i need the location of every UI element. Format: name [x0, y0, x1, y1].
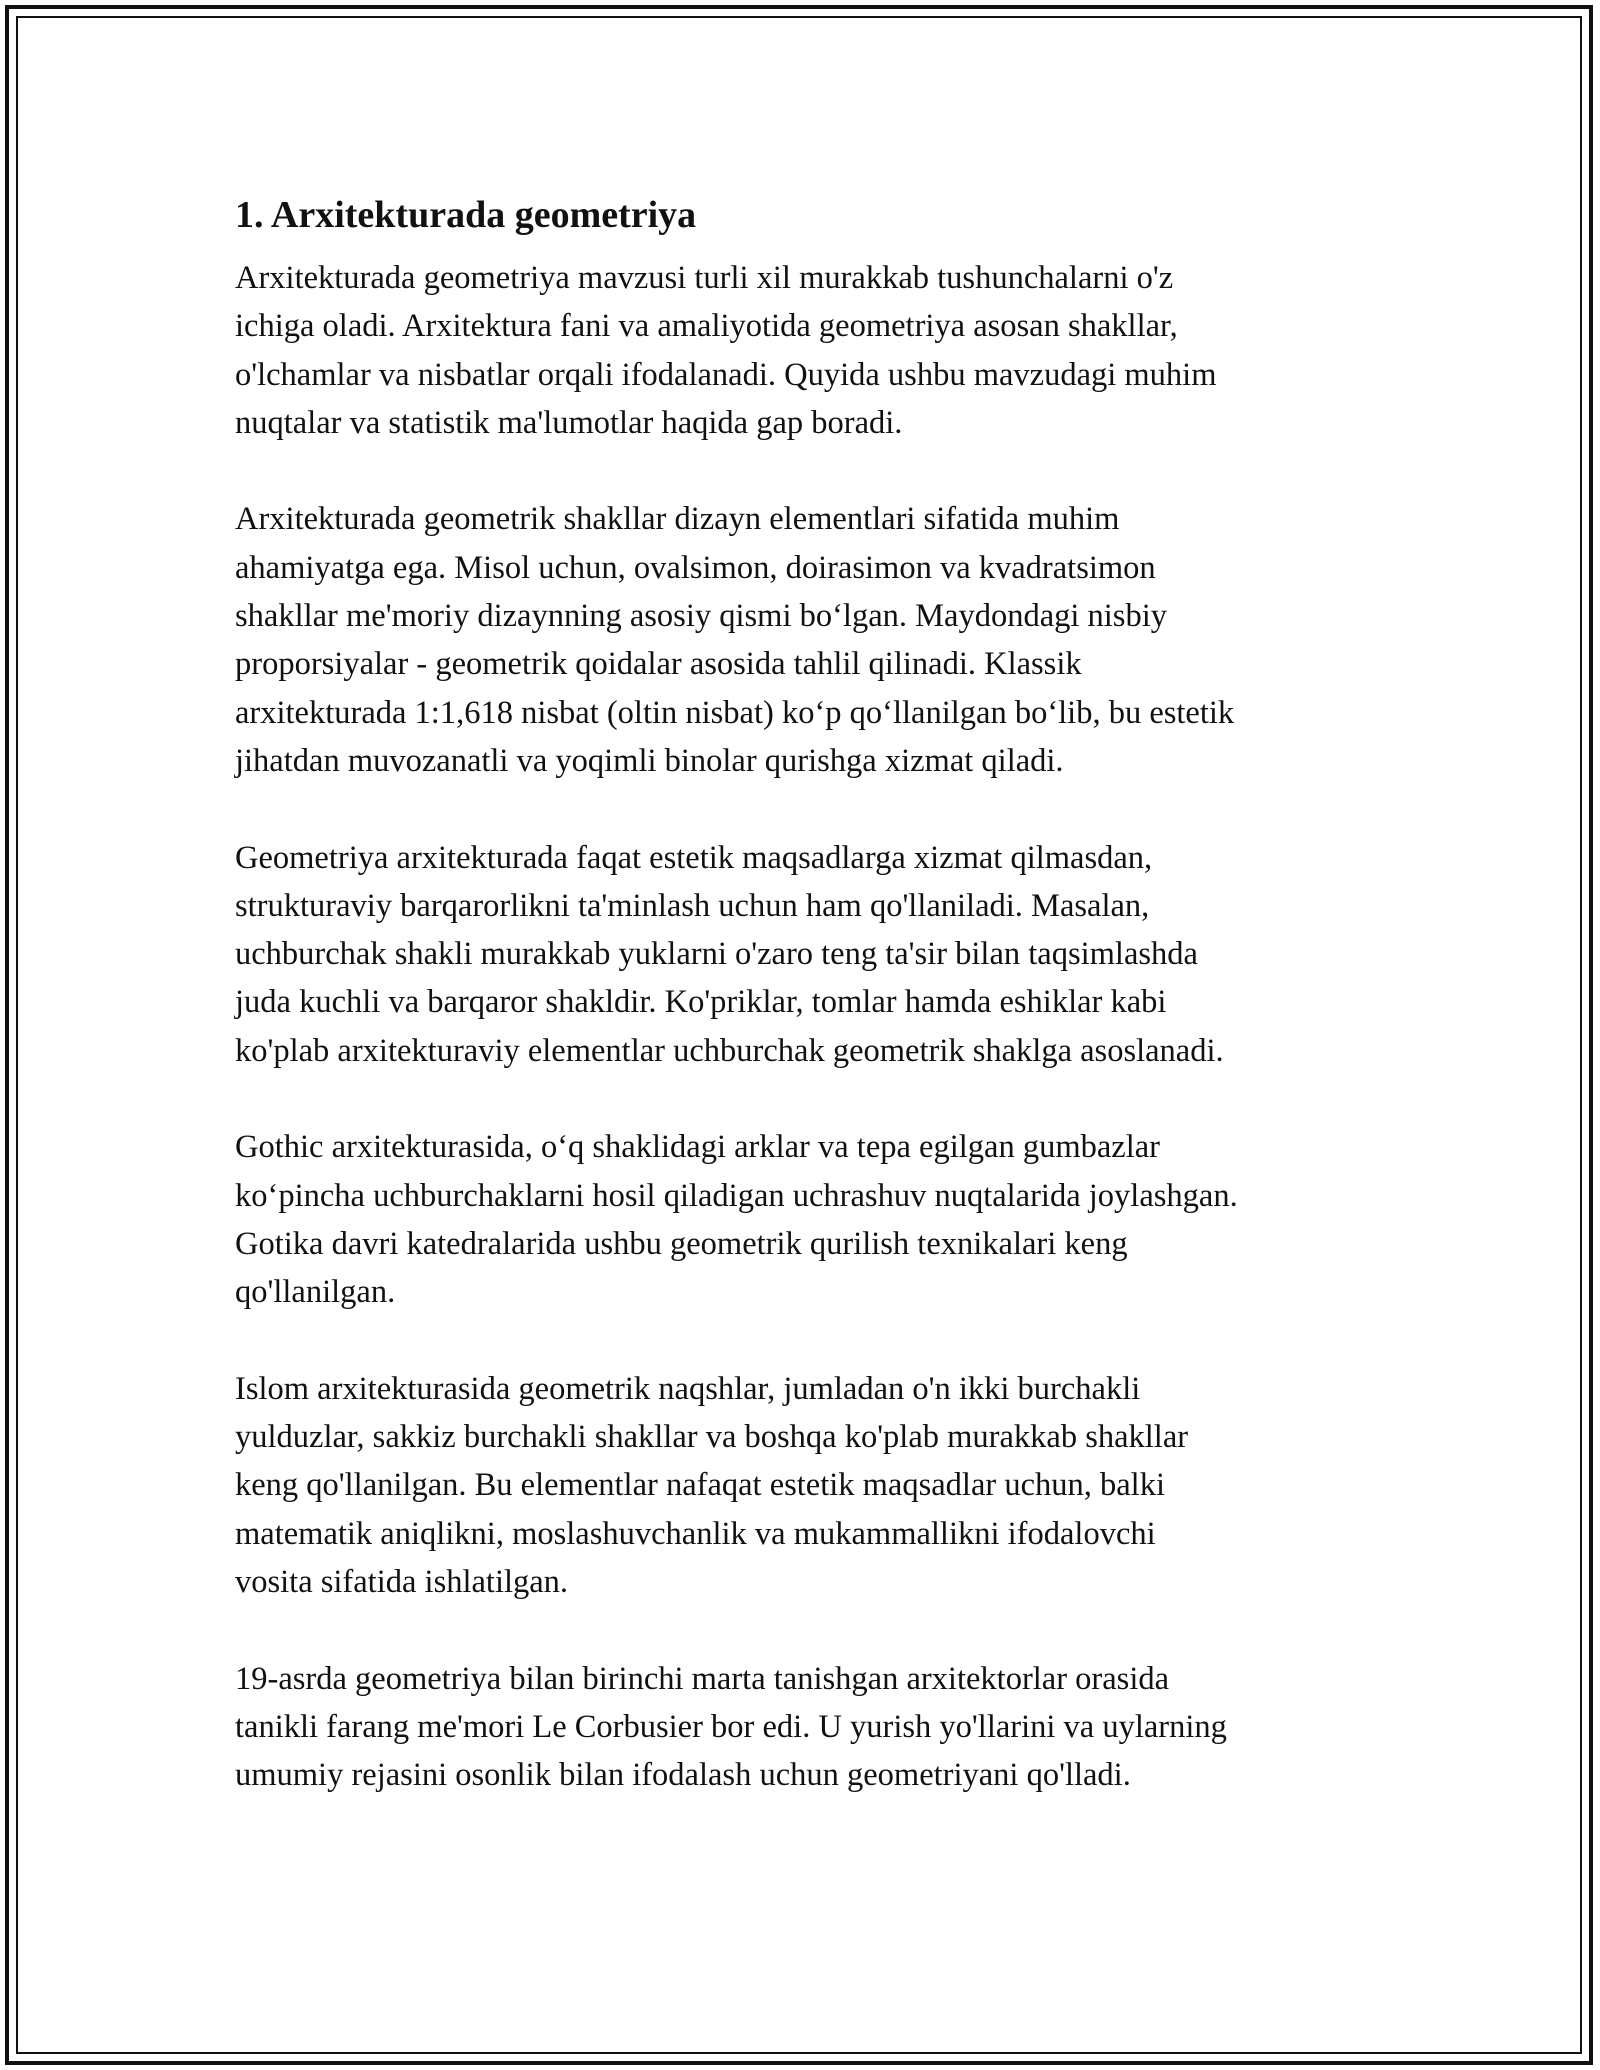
- paragraph-intro: [235, 254, 1385, 447]
- text-line: uchburchak shakli murakkab yuklarni o'zaro teng ta'sir bilan taqsimlashda: [235, 936, 1198, 973]
- text-line: Gotika davri katedralarida ushbu geometrik qurilish texnikalari keng: [235, 1225, 1128, 1262]
- text-line: qo'llanilgan.: [235, 1274, 396, 1311]
- text-line: yulduzlar, sakkiz burchakli shakllar va boshqa ko'plab murakkab shakllar: [235, 1419, 1189, 1456]
- paragraph-gothic: [235, 1123, 1385, 1316]
- text-line: nuqtalar va statistik ma'lumotlar haqida gap boradi.: [235, 404, 903, 441]
- text-line: ko'plab arxitekturaviy elementlar uchburchak geometrik shaklga asoslanadi.: [235, 1032, 1224, 1069]
- text-line: arxitekturada 1:1,618 nisbat (oltin nisbat) ko‘p qo‘llanilgan bo‘lib, bu estetik: [235, 694, 1235, 731]
- text-line: umumiy rejasini osonlik bilan ifodalash uchun geometriyani qo'lladi.: [235, 1757, 1131, 1794]
- text-line: strukturaviy barqarorlikni ta'minlash uchun ham qo'llaniladi. Masalan,: [235, 887, 1150, 924]
- text-line: Arxitekturada geometriya mavzusi turli xil murakkab tushunchalarni o'z: [235, 260, 1174, 296]
- text-line: Gothic arxitekturasida, o‘q shaklidagi arklar va tepa egilgan gumbazlar: [235, 1129, 1160, 1166]
- paragraph-islamic: [235, 1365, 1385, 1606]
- text-line: matematik aniqlikni, moslashuvchanlik va mukammallikni ifodalovchi: [235, 1515, 1156, 1552]
- text-line: shakllar me'moriy dizaynning asosiy qismi bo‘lgan. Maydondagi nisbiy: [235, 598, 1167, 635]
- text-line: keng qo'llanilgan. Bu elementlar nafaqat estetik maqsadlar uchun, balki: [235, 1467, 1165, 1504]
- text-line: tanikli farang me'mori Le Corbusier bor edi. U yurish yo'llarini va uylarning: [235, 1708, 1227, 1745]
- text-line: Arxitekturada geometrik shakllar dizayn elementlari sifatida muhim: [235, 501, 1120, 538]
- paragraph-geometric-shapes: [235, 495, 1385, 785]
- text-line: Geometriya arxitekturada faqat estetik maqsadlarga xizmat qilmasdan,: [235, 839, 1153, 876]
- section-heading: 1. Arxitekturada geometriya: [235, 194, 697, 236]
- paragraph-le-corbusier: [235, 1655, 1385, 1800]
- text-line: juda kuchli va barqaror shakldir. Ko'priklar, tomlar hamda eshiklar kabi: [235, 984, 1167, 1021]
- text-line: jihatdan muvozanatli va yoqimli binolar qurishga xizmat qiladi.: [235, 742, 1064, 779]
- document-body: [235, 188, 1385, 1848]
- text-line: ichiga oladi. Arxitektura fani va amaliyotida geometriya asosan shakllar,: [235, 308, 1178, 345]
- text-line: ko‘pincha uchburchaklarni hosil qiladigan uchrashuv nuqtalarida joylashgan.: [235, 1177, 1238, 1214]
- text-line: proporsiyalar - geometrik qoidalar asosida tahlil qilinadi. Klassik: [235, 646, 1082, 683]
- text-line: ahamiyatga ega. Misol uchun, ovalsimon, doirasimon va kvadratsimon: [235, 549, 1156, 586]
- text-line: 19-asrda geometriya bilan birinchi marta tanishgan arxitektorlar orasida: [235, 1660, 1170, 1697]
- paragraph-structural-stability: [235, 834, 1385, 1075]
- text-line: vosita sifatida ishlatilgan.: [235, 1564, 569, 1601]
- text-line: o'lchamlar va nisbatlar orqali ifodalanadi. Quyida ushbu mavzudagi muhim: [235, 356, 1217, 393]
- text-line: Islom arxitekturasida geometrik naqshlar, jumladan o'n ikki burchakli: [235, 1370, 1141, 1407]
